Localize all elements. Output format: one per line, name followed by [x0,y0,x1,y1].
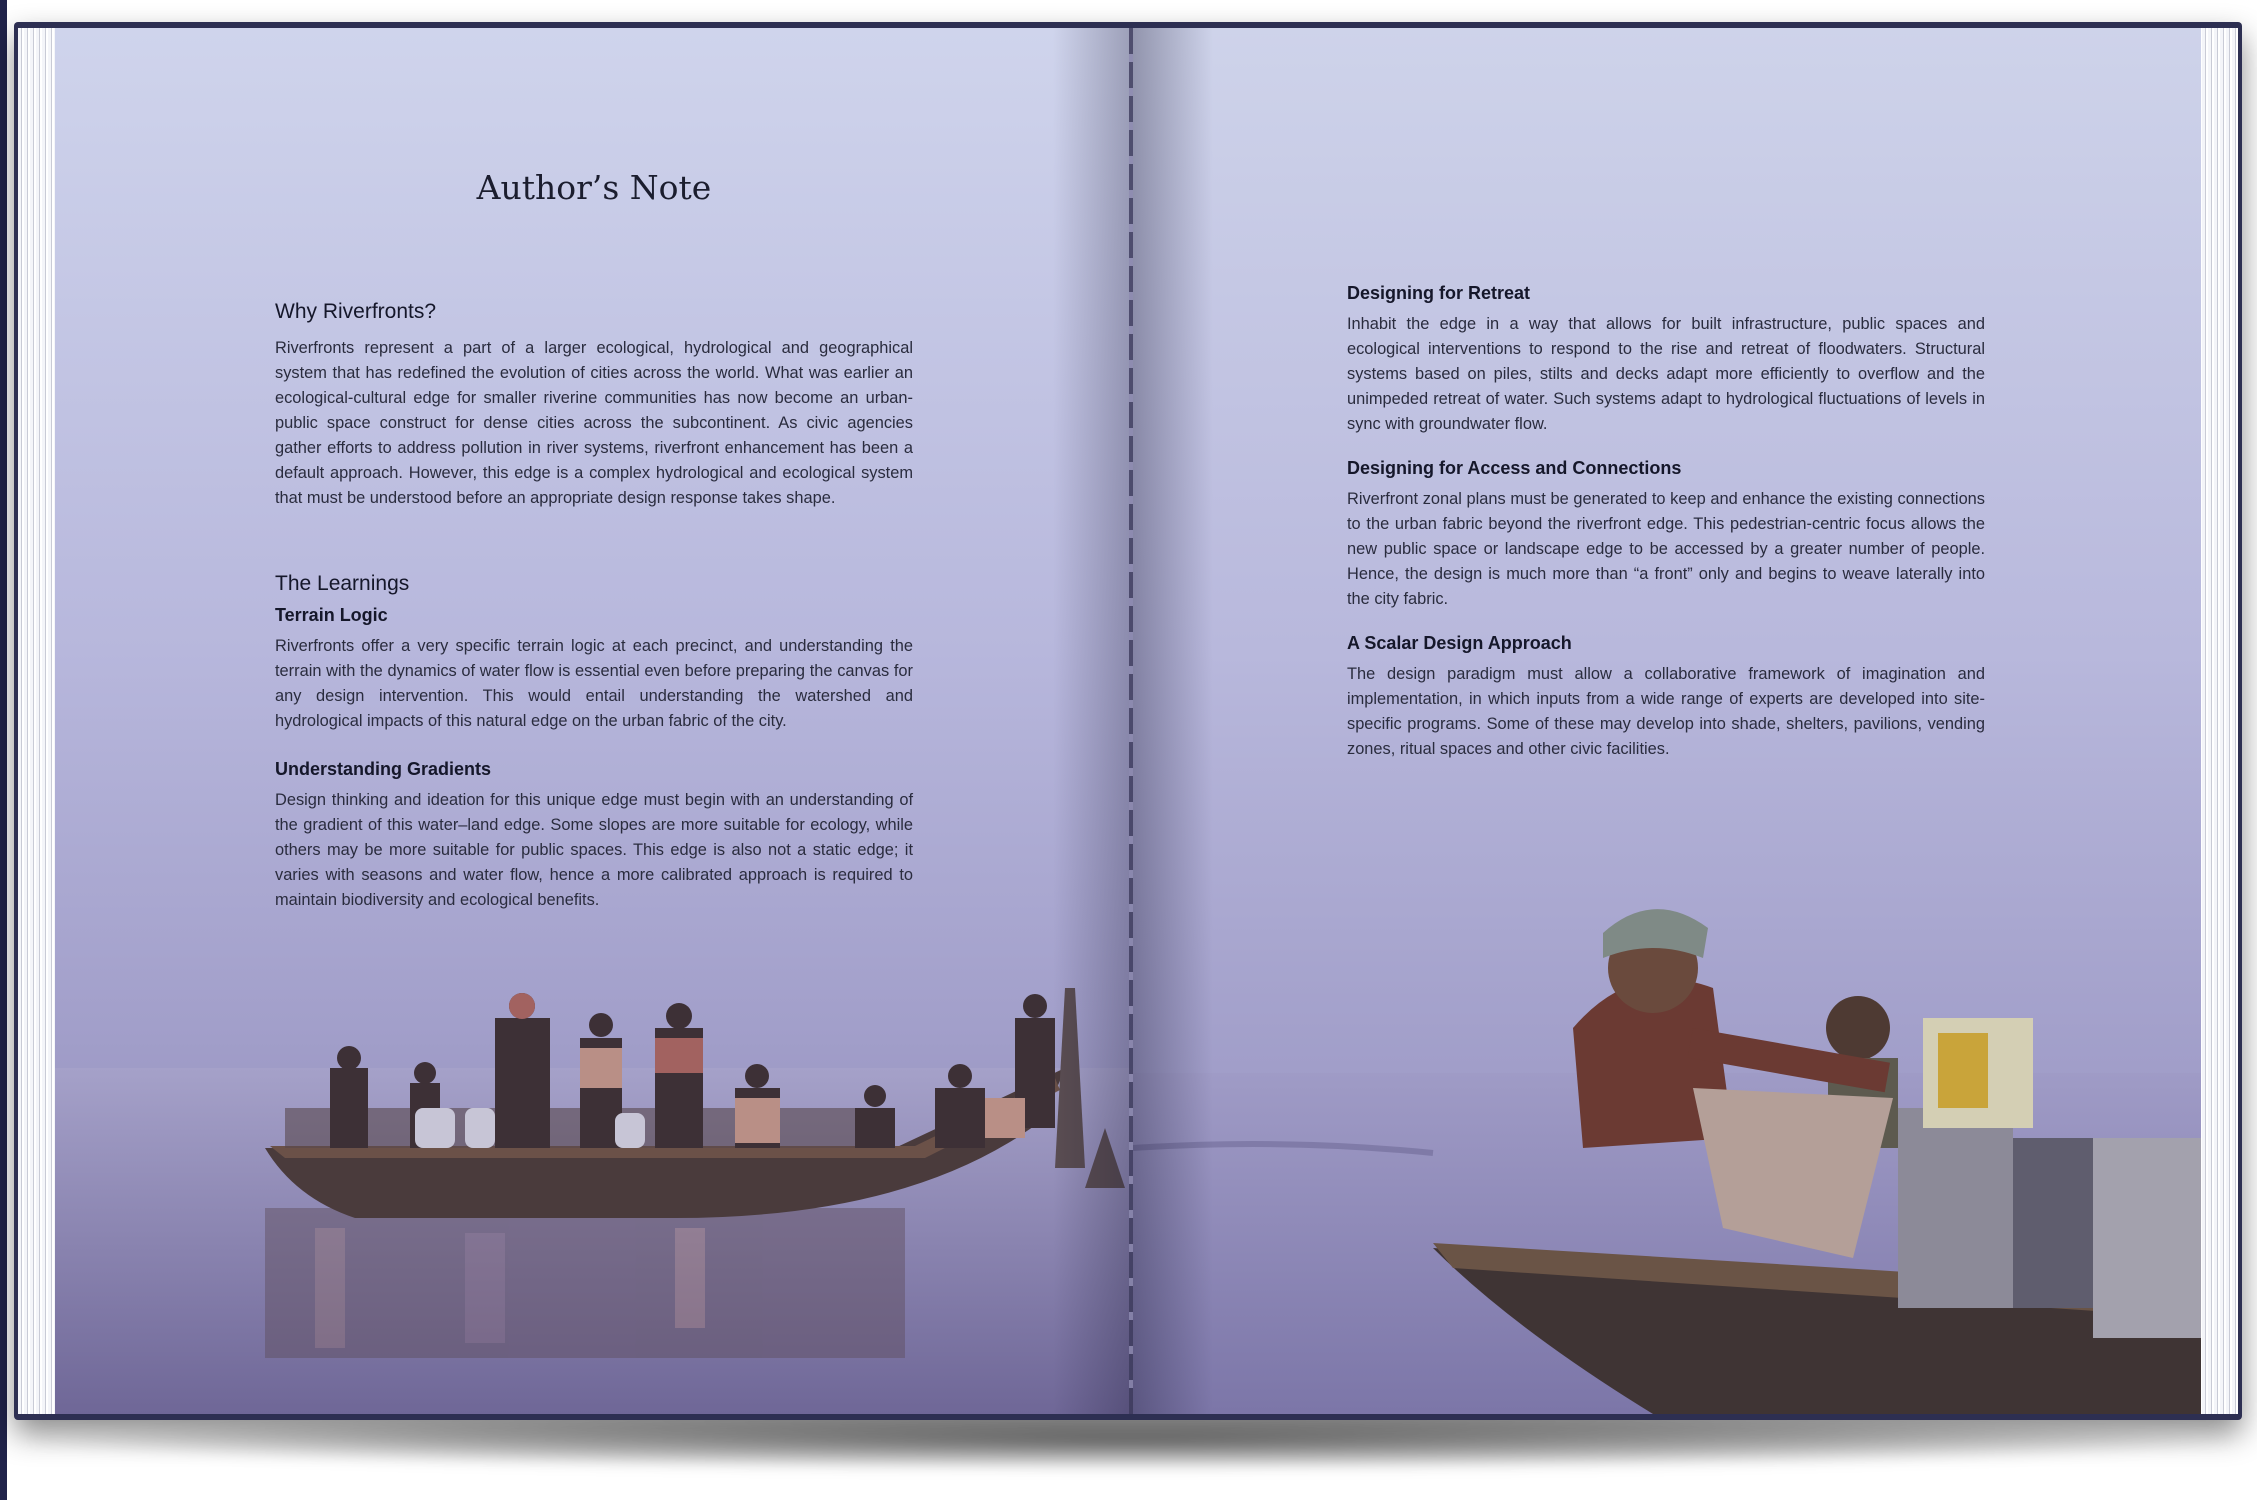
right-page [1133,28,2201,1414]
section-body: Riverfronts represent a part of a larger ecological, hydrological and geographical system that has redefined the evolution of cities across the world. What was earlier an ecological-cultural edge for smaller riverine communities has now become an urban-public space construct for dense cities across the subcontinent. As civic agencies gather efforts to address pollution in river systems, riverfront enhancement has been a default approach. However, this edge is a complex hydrological and ecological system that must be understood before an appropriate design response takes shape. [275,339,913,507]
section-body: Design thinking and ideation for this unique edge must begin with an understanding of the gradient of this water–land edge. Some slopes are more suitable for ecology, while others may be more suitable for public spaces. This edge is also not a static edge; it varies with seasons and water flow, hence a more calibrated approach is required to maintain biodiversity and ecological benefits. [275,791,913,909]
left-page-edges [18,28,60,1414]
section-designing-for-retreat [1347,280,1985,437]
subsection-heading: Designing for Access and Connections [1347,458,1682,478]
section-heading: Why Riverfronts? [275,300,437,323]
viewer-edge-bar [0,0,7,1500]
section-scalar-design-approach [1347,630,1985,762]
subsection-heading: Designing for Retreat [1347,283,1531,303]
subsection-heading: Terrain Logic [275,605,388,625]
left-page [55,28,1133,1414]
section-body: Riverfront zonal plans must be generated to keep and enhance the existing connections to the urban fabric beyond the riverfront edge. This pedestrian-centric focus allows the new public space or landscape edge to be accessed by a greater number of people. Hence, the design is much more than “a front” only and begins to weave laterally into the city fabric. [1347,490,1985,608]
section-why-riverfronts [275,298,913,511]
section-understanding-gradients [275,756,913,913]
section-access-and-connections [1347,455,1985,612]
section-body: Inhabit the edge in a way that allows for built infrastructure, public spaces and ecological interventions to respond to the rise and retreat of floodwaters. Structural systems based on piles, stilts and decks adapt more efficiently to overflow and the unimpeded retreat of water. Such systems adapt to hydrological fluctuations of levels in sync with groundwater flow. [1347,315,1985,433]
section-body: The design paradigm must allow a collaborative framework of imagination and implementation, in which inputs from a wide range of experts are developed into site-specific programs. Some of these may develop into shade, shelters, pavilions, vending zones, ritual spaces and other civic facilities. [1347,665,1985,758]
right-page-edges [2196,28,2238,1414]
subsection-heading: A Scalar Design Approach [1347,633,1572,653]
subsection-heading: Understanding Gradients [275,759,492,779]
section-body: Riverfronts offer a very specific terrain logic at each precinct, and understanding the terrain with the dynamics of water flow is essential even before preparing the canvas for any design intervention. This would entail understanding the watershed and hydrological impacts of this natural edge on the urban fabric of the city. [275,637,913,730]
book-spine [1129,28,1133,1414]
section-the-learnings [275,570,913,734]
boat-reflection [265,1208,905,1358]
section-heading: The Learnings [275,572,410,595]
page-title: Author’s Note [476,168,712,207]
